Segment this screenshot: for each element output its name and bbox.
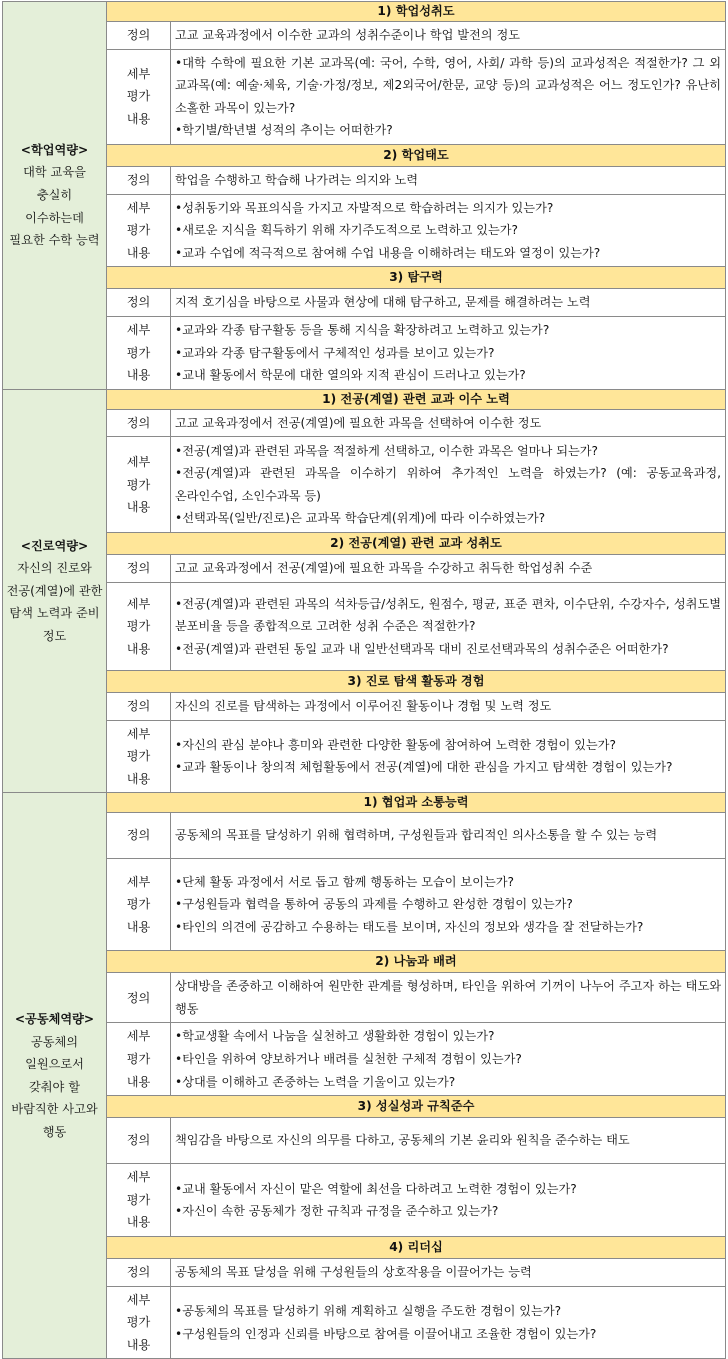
detail-item: •교과와 각종 탐구활동에서 구체적인 성과를 보이고 있는가? xyxy=(175,345,495,360)
section-title: 1) 협업과 소통능력 xyxy=(107,793,726,813)
detail-label-line: 평가 xyxy=(126,223,151,238)
detail-label xyxy=(107,437,171,533)
section-title: 4) 리더십 xyxy=(107,1237,726,1259)
detail-label-line: 세부 xyxy=(126,200,151,215)
definition-row xyxy=(3,973,726,1023)
detail-row xyxy=(3,582,726,670)
definition-text: 학업을 수행하고 학습해 나가려는 의지와 노력 xyxy=(171,166,726,194)
detail-label xyxy=(107,49,171,144)
detail-row xyxy=(3,194,726,267)
definition-row xyxy=(3,409,726,437)
detail-label-line: 세부 xyxy=(126,454,151,469)
definition-label: 정의 xyxy=(107,166,171,194)
definition-label: 정의 xyxy=(107,289,171,317)
detail-row xyxy=(3,316,726,389)
detail-item: •교내 활동에서 학문에 대한 열의와 지적 관심이 드러나고 있는가? xyxy=(175,368,526,383)
detail-label-line: 내용 xyxy=(126,368,151,383)
definition-row xyxy=(3,1259,726,1287)
detail-label-line: 내용 xyxy=(126,1215,151,1230)
detail-label-line: 평가 xyxy=(126,477,151,492)
detail-label xyxy=(107,720,171,793)
detail-items xyxy=(171,859,726,951)
definition-row xyxy=(3,166,726,194)
detail-label xyxy=(107,1023,171,1096)
detail-item: •자신의 관심 분야나 흥미와 관련한 다양한 활동에 참여하여 노력한 경험이 있는가? xyxy=(175,737,616,752)
detail-label-line: 평가 xyxy=(126,1052,151,1067)
detail-row xyxy=(3,49,726,144)
definition-label: 정의 xyxy=(107,813,171,859)
category-name: <학업역량> xyxy=(20,142,89,157)
detail-items xyxy=(171,1164,726,1237)
detail-items xyxy=(171,316,726,389)
detail-label-line: 세부 xyxy=(126,726,151,741)
detail-item: •학교생활 속에서 나눔을 실천하고 생활화한 경험이 있는가? xyxy=(175,1029,495,1044)
detail-label-line: 세부 xyxy=(126,322,151,337)
category-cell xyxy=(3,793,107,1359)
definition-text: 지적 호기심을 바탕으로 사물과 현상에 대해 탐구하고, 문제를 해결하려는 노력 xyxy=(171,289,726,317)
detail-items xyxy=(171,720,726,793)
definition-label: 정의 xyxy=(107,1118,171,1164)
category-name: <진로역량> xyxy=(20,538,89,553)
definition-label: 정의 xyxy=(107,973,171,1023)
detail-item: •자신이 속한 공동체가 정한 규칙과 규정을 준수하고 있는가? xyxy=(175,1204,499,1219)
detail-item: •선택과목(일반/진로)은 교과목 학습단계(위계)에 따라 이수하였는가? xyxy=(175,511,546,526)
definition-row xyxy=(3,813,726,859)
definition-row xyxy=(3,22,726,50)
detail-items xyxy=(171,49,726,144)
definition-row xyxy=(3,1118,726,1164)
detail-item: •교과 활동이나 창의적 체험활동에서 전공(계열)에 대한 관심을 가지고 탐색한 경험이 있는가? xyxy=(175,760,673,775)
detail-item: •구성원들의 인정과 신뢰를 바탕으로 참여를 이끌어내고 조율한 경험이 있는가? xyxy=(175,1326,597,1341)
detail-item: •교과와 각종 탐구활동 등을 통해 지식을 확장하려고 노력하고 있는가? xyxy=(175,322,550,337)
detail-label-line: 세부 xyxy=(126,66,151,81)
detail-item: •교내 활동에서 자신이 맡은 역할에 최선을 다하려고 노력한 경험이 있는가? xyxy=(175,1181,577,1196)
detail-row xyxy=(3,859,726,951)
detail-row xyxy=(3,1164,726,1237)
definition-row xyxy=(3,289,726,317)
detail-label-line: 내용 xyxy=(126,500,151,515)
detail-label-line: 내용 xyxy=(126,112,151,127)
section-title-row xyxy=(3,670,726,692)
category-description: 공동체의 일원으로서 갖춰야 할 바람직한 사고와 행동 xyxy=(11,1034,98,1140)
section-title-row xyxy=(3,2,726,22)
detail-items xyxy=(171,582,726,670)
detail-label-line: 평가 xyxy=(126,897,151,912)
section-title-row xyxy=(3,389,726,409)
detail-items xyxy=(171,194,726,267)
detail-label xyxy=(107,194,171,267)
section-title: 3) 성실성과 규칙준수 xyxy=(107,1096,726,1118)
definition-text: 고교 교육과정에서 전공(계열)에 필요한 과목을 수강하고 취득한 학업성취 수준 xyxy=(171,555,726,583)
definition-text: 상대방을 존중하고 이해하여 원만한 관계를 형성하며, 타인을 위하여 기꺼이 나누어 주고자 하는 태도와 행동 xyxy=(171,973,726,1023)
detail-label-line: 내용 xyxy=(126,641,151,656)
detail-row xyxy=(3,437,726,533)
section-title: 2) 나눔과 배려 xyxy=(107,951,726,973)
detail-label xyxy=(107,316,171,389)
detail-items xyxy=(171,1023,726,1096)
definition-label: 정의 xyxy=(107,692,171,720)
category-cell xyxy=(3,389,107,793)
detail-item: •성취동기와 목표의식을 가지고 자발적으로 학습하려는 의지가 있는가? xyxy=(175,200,554,215)
detail-label xyxy=(107,859,171,951)
detail-label-line: 세부 xyxy=(126,1029,151,1044)
detail-label-line: 세부 xyxy=(126,874,151,889)
detail-label-line: 내용 xyxy=(126,245,151,260)
detail-label-line: 내용 xyxy=(126,1337,151,1352)
definition-text: 고교 교육과정에서 이수한 교과의 성취수준이나 학업 발전의 정도 xyxy=(171,22,726,50)
detail-label-line: 평가 xyxy=(126,89,151,104)
detail-label-line: 내용 xyxy=(126,771,151,786)
definition-text: 책임감을 바탕으로 자신의 의무를 다하고, 공동체의 기본 윤리와 원칙을 준수하는 태도 xyxy=(171,1118,726,1164)
detail-label-line: 평가 xyxy=(126,749,151,764)
detail-item: •새로운 지식을 획득하기 위해 자기주도적으로 노력하고 있는가? xyxy=(175,223,519,238)
definition-text: 공동체의 목표 달성을 위해 구성원들의 상호작용을 이끌어가는 능력 xyxy=(171,1259,726,1287)
detail-row xyxy=(3,1286,726,1359)
detail-item: •학기별/학년별 성적의 추이는 어떠한가? xyxy=(175,123,393,138)
category-description: 자신의 진로와 전공(계열)에 관한 탐색 노력과 준비 정도 xyxy=(6,561,103,643)
definition-row xyxy=(3,692,726,720)
detail-label xyxy=(107,1164,171,1237)
detail-item: •상대를 이해하고 존중하는 노력을 기울이고 있는가? xyxy=(175,1074,456,1089)
section-title: 3) 진로 탐색 활동과 경험 xyxy=(107,670,726,692)
detail-label-line: 평가 xyxy=(126,1192,151,1207)
definition-text: 고교 교육과정에서 전공(계열)에 필요한 과목을 선택하여 이수한 정도 xyxy=(171,409,726,437)
detail-label-line: 세부 xyxy=(126,596,151,611)
detail-label-line: 평가 xyxy=(126,619,151,634)
definition-label: 정의 xyxy=(107,22,171,50)
detail-item: •전공(계열)과 관련된 과목을 적절하게 선택하고, 이수한 과목은 얼마나 되는가? xyxy=(175,443,598,458)
section-title-row xyxy=(3,267,726,289)
detail-label xyxy=(107,1286,171,1359)
detail-label-line: 세부 xyxy=(126,1292,151,1307)
section-title-row xyxy=(3,793,726,813)
category-description: 대학 교육을 충실히 이수하는데 필요한 수학 능력 xyxy=(9,165,100,248)
detail-item: •공동체의 목표를 달성하기 위해 계획하고 실행을 주도한 경험이 있는가? xyxy=(175,1303,562,1318)
detail-item: •전공(계열)과 관련된 동일 교과 내 일반선택과목 대비 진로선택과목의 성취수준은 어떠한가? xyxy=(175,641,669,656)
detail-item: •타인을 위하여 양보하거나 배려를 실천한 구체적 경험이 있는가? xyxy=(175,1052,522,1067)
section-title-row xyxy=(3,533,726,555)
detail-label-line: 세부 xyxy=(126,1170,151,1185)
section-title-row xyxy=(3,951,726,973)
detail-label-line: 평가 xyxy=(126,1315,151,1330)
section-title: 3) 탐구력 xyxy=(107,267,726,289)
section-title-row xyxy=(3,1237,726,1259)
section-title: 1) 전공(계열) 관련 교과 이수 노력 xyxy=(107,389,726,409)
definition-text: 공동체의 목표를 달성하기 위해 협력하며, 구성원들과 합리적인 의사소통을 할 수 있는 능력 xyxy=(171,813,726,859)
category-cell xyxy=(3,2,107,390)
detail-item: •전공(계열)과 관련된 과목을 이수하기 위하여 추가적인 노력을 하였는가? (예: 공동교육과정, 온라인수업, 소인수과목 등) xyxy=(175,466,721,503)
detail-items xyxy=(171,437,726,533)
definition-row xyxy=(3,555,726,583)
evaluation-criteria-table xyxy=(2,1,726,1359)
section-title: 2) 전공(계열) 관련 교과 성취도 xyxy=(107,533,726,555)
section-title: 1) 학업성취도 xyxy=(107,2,726,22)
detail-item: •대학 수학에 필요한 기본 교과목(예: 국어, 수학, 영어, 사회/ 과학 등)의 교과성적은 적절한가? 그 외 교과목(예: 예술·체육, 기술·가정/정보, 제2외국어/한문, 교양 등)의 교과성적은 어느 정도인가? 유난히 소홀한 과목이 있는가? xyxy=(175,55,721,115)
detail-item: •전공(계열)과 관련된 과목의 석차등급/성취도, 원점수, 평균, 표준 편차, 이수단위, 수강자수, 성취도별 분포비율 등을 종합적으로 고려한 성취 수준은 적절한가? xyxy=(175,596,721,634)
definition-label: 정의 xyxy=(107,555,171,583)
section-title-row xyxy=(3,1096,726,1118)
detail-row xyxy=(3,720,726,793)
definition-label: 정의 xyxy=(107,1259,171,1287)
detail-items xyxy=(171,1286,726,1359)
category-name: <공동체역량> xyxy=(14,1012,95,1027)
definition-label: 정의 xyxy=(107,409,171,437)
detail-item: •구성원들과 협력을 통하여 공동의 과제를 수행하고 완성한 경험이 있는가? xyxy=(175,897,573,912)
detail-label-line: 내용 xyxy=(126,1074,151,1089)
detail-item: •타인의 의견에 공감하고 수용하는 태도를 보이며, 자신의 정보와 생각을 잘 전달하는가? xyxy=(175,920,644,935)
detail-row xyxy=(3,1023,726,1096)
section-title: 2) 학업태도 xyxy=(107,144,726,166)
section-title-row xyxy=(3,144,726,166)
detail-item: •단체 활동 과정에서 서로 돕고 함께 행동하는 모습이 보이는가? xyxy=(175,874,514,889)
detail-item: •교과 수업에 적극적으로 참여해 수업 내용을 이해하려는 태도와 열정이 있는가? xyxy=(175,245,601,260)
detail-label-line: 내용 xyxy=(126,920,151,935)
detail-label-line: 평가 xyxy=(126,345,151,360)
definition-text: 자신의 진로를 탐색하는 과정에서 이루어진 활동이나 경험 및 노력 정도 xyxy=(171,692,726,720)
detail-label xyxy=(107,582,171,670)
table-body xyxy=(3,2,726,1359)
